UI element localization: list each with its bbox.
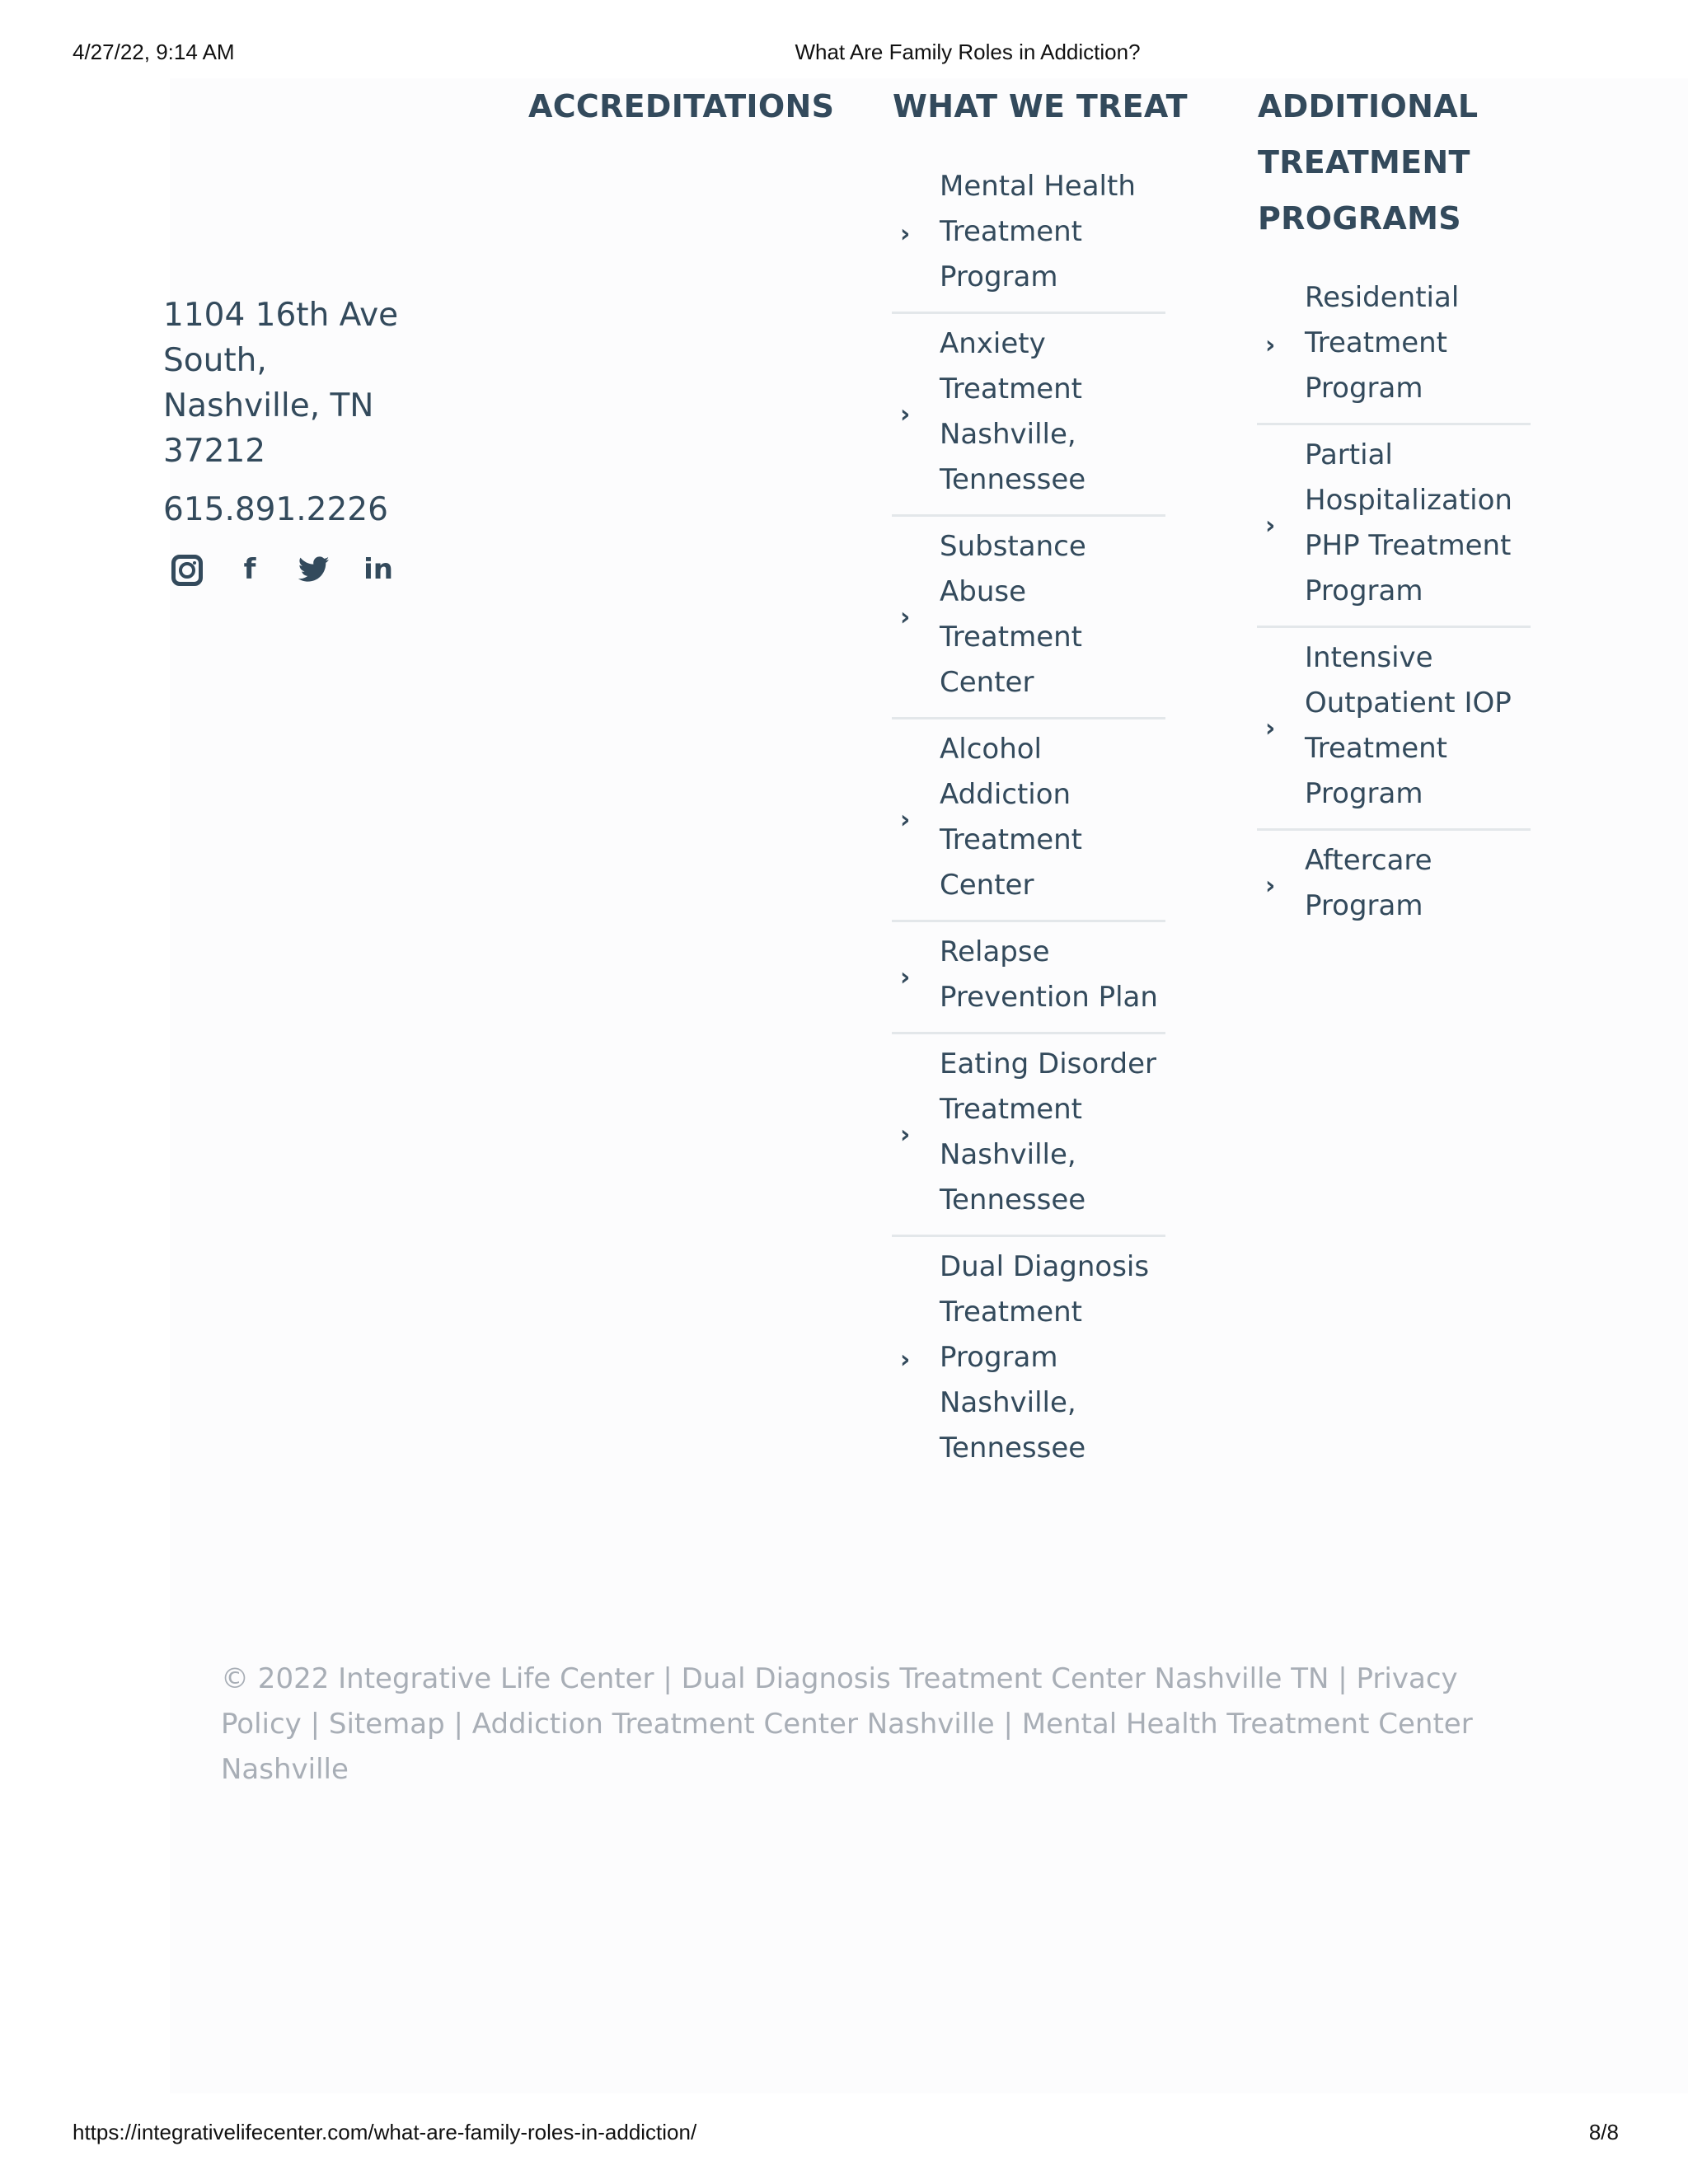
menu-item: [1257, 628, 1531, 831]
menu-link-anxiety[interactable]: Anxiety Treatment Nashville, Tennessee: [940, 327, 1086, 496]
menu-item: [892, 1237, 1165, 1483]
menu-link-php[interactable]: Partial Hospitalization PHP Treatment Program: [1305, 438, 1512, 607]
menu-item: [892, 517, 1165, 719]
menu-item: [1257, 268, 1531, 425]
print-page-count: 8/8: [1588, 2120, 1619, 2144]
addiction-center-link[interactable]: Addiction Treatment Center Nashville: [471, 1708, 995, 1741]
what-we-treat-heading: WHAT WE TREAT: [893, 88, 1188, 124]
menu-link-dual-diagnosis[interactable]: Dual Diagnosis Treatment Program Nashville, Tennessee: [940, 1250, 1150, 1465]
chevron-right-icon: ›: [900, 963, 911, 991]
separator: |: [301, 1708, 329, 1741]
menu-item: [1257, 425, 1531, 628]
dual-diagnosis-link[interactable]: Dual Diagnosis Treatment Center Nashville TN: [681, 1662, 1329, 1695]
chevron-right-icon: ›: [1265, 871, 1276, 900]
address: 1104 16th Ave South, Nashville, TN 37212: [163, 297, 399, 470]
print-url: https://integrativelifecenter.com/what-are-family-roles-in-addiction/: [73, 2120, 697, 2144]
privacy-policy-link[interactable]: Privacy Policy: [221, 1662, 1458, 1741]
menu-link-iop[interactable]: Intensive Outpatient IOP Treatment Program: [1305, 641, 1512, 810]
menu-link-alcohol[interactable]: Alcohol Addiction Treatment Center: [940, 733, 1083, 902]
chevron-right-icon: ›: [1265, 511, 1276, 540]
additional-programs-heading: ADDITIONAL TREATMENT PROGRAMS: [1258, 88, 1479, 237]
social-links: [171, 552, 396, 587]
twitter-bird-icon: [298, 556, 330, 583]
copyright-text: © 2022 Integrative Life Center |: [221, 1662, 682, 1695]
chevron-right-icon: ›: [900, 400, 911, 429]
menu-link-eating-disorder[interactable]: Eating Disorder Treatment Nashville, Tennessee: [940, 1047, 1157, 1216]
chevron-right-icon: ›: [900, 1120, 911, 1149]
print-datetime: 4/27/22, 9:14 AM: [73, 40, 235, 64]
menu-link-mental-health[interactable]: Mental Health Treatment Program: [940, 170, 1136, 293]
chevron-right-icon: ›: [900, 219, 911, 249]
contact-info: [163, 293, 410, 532]
print-page-title: What Are Family Roles in Addiction?: [795, 40, 1141, 64]
additional-programs-menu: [1257, 268, 1531, 940]
menu-link-residential[interactable]: Residential Treatment Program: [1305, 281, 1460, 405]
sitemap-link[interactable]: Sitemap: [328, 1708, 445, 1741]
instagram-icon[interactable]: [171, 555, 203, 586]
menu-item: [892, 922, 1165, 1034]
linkedin-icon[interactable]: in: [363, 553, 393, 586]
separator: |: [994, 1708, 1022, 1741]
facebook-icon[interactable]: f: [243, 553, 256, 586]
twitter-icon[interactable]: [297, 552, 331, 587]
menu-link-relapse[interactable]: Relapse Prevention Plan: [940, 935, 1158, 1014]
chevron-right-icon: ›: [1265, 330, 1276, 360]
chevron-right-icon: ›: [1265, 714, 1276, 743]
menu-item: [892, 1034, 1165, 1237]
print-footer: [0, 2120, 1688, 2153]
menu-item: [892, 157, 1165, 314]
print-header: [0, 40, 1688, 73]
mental-health-center-link[interactable]: Mental Health Treatment Center Nashville: [221, 1708, 1473, 1786]
chevron-right-icon: ›: [900, 602, 911, 631]
separator: |: [444, 1708, 472, 1741]
accreditations-heading: ACCREDITATIONS: [528, 88, 835, 124]
chevron-right-icon: ›: [900, 805, 911, 834]
what-we-treat-menu: [892, 157, 1165, 1483]
menu-item: [892, 719, 1165, 922]
copyright-line: [221, 1657, 1474, 1793]
phone-link[interactable]: 615.891.2226: [163, 491, 388, 528]
menu-item: [1257, 831, 1531, 940]
menu-item: [892, 314, 1165, 517]
chevron-right-icon: ›: [900, 1345, 911, 1375]
menu-link-aftercare[interactable]: Aftercare Program: [1305, 844, 1432, 922]
separator: |: [1329, 1662, 1357, 1695]
menu-link-substance-abuse[interactable]: Substance Abuse Treatment Center: [940, 530, 1086, 699]
